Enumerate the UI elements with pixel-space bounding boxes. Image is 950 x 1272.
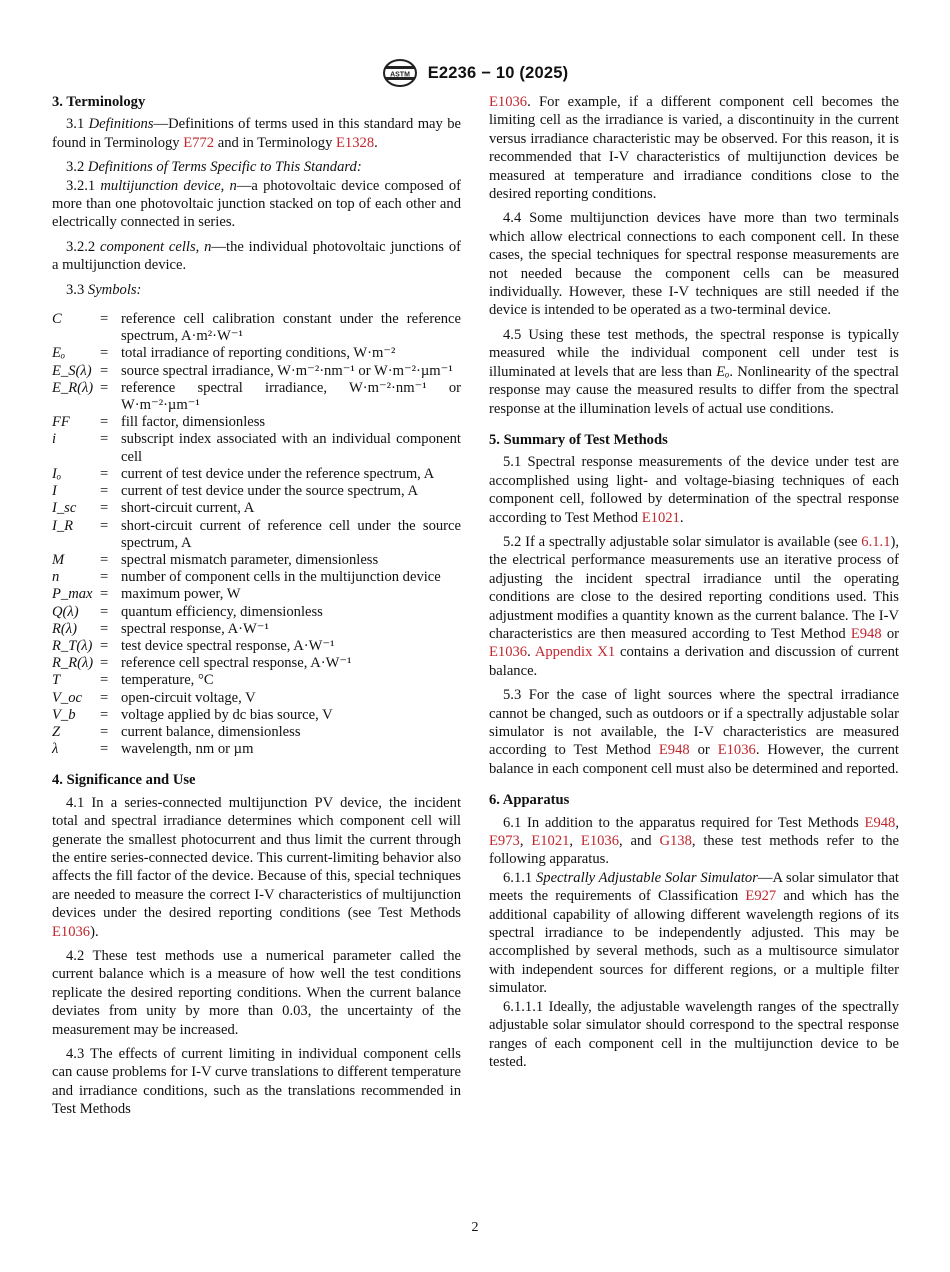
- para-4-3: 4.3 The effects of current limiting in individual component cells can cause problems for I-V curve translations to different temperature and irradiance conditions, such as the translations recommended in Test Methods: [52, 1046, 461, 1118]
- symbol-description: current balance, dimensionless: [121, 723, 301, 740]
- ref-e927-link[interactable]: E927: [745, 888, 777, 905]
- para-6-1-1: 6.1.1 Spectrally Adjustable Solar Simulator—A solar simulator that meets the requirements of Classification E927 and which has the additional capability of allowing different wavelength regions of its spectral irradiance to be independently adjusted. This may be accomplished by several methods, such as a multisource simulator with independent sources for different regions, or a multiple filter simulator.: [489, 869, 899, 997]
- symbol: E_R(λ): [52, 379, 94, 396]
- symbol-description: subscript index associated with an individual component cell: [121, 431, 461, 465]
- symbol: P_max: [52, 586, 93, 603]
- symbol-description: short-circuit current of reference cell under the source spectrum, A: [121, 517, 461, 551]
- symbol-row: [52, 655, 461, 672]
- page-header: [0, 58, 950, 88]
- para-4-5: 4.5 Using these test methods, the spectral response is typically measured while the individual component cell under test is illuminated at levels that are less than Eₒ. Nonlinearity of the spectral response may cause the measured results to differ from the spectral response at the illumination levels of actual use conditions.: [489, 326, 899, 417]
- symbol-description: temperature, °C: [121, 672, 214, 689]
- symbol-row: [52, 621, 461, 638]
- symbol-description: reference cell calibration constant under the reference spectrum, A·m²·W⁻¹: [121, 311, 461, 345]
- symbol: Q(λ): [52, 603, 79, 620]
- para-6-1-1-1: 6.1.1.1 Ideally, the adjustable wavelength ranges of the spectrally adjustable solar simulator should correspond to the spectral response ranges of each component cell in the multijunction device to be tested.: [489, 998, 899, 1070]
- equals-sign: =: [100, 620, 109, 637]
- symbol: I_R: [52, 517, 74, 534]
- equals-sign: =: [100, 465, 109, 482]
- equals-sign: =: [100, 586, 109, 603]
- equals-sign: =: [100, 569, 109, 586]
- para-4-1: 4.1 In a series-connected multijunction PV device, the incident total and spectral irradiance determines which component cell will generate the smallest photocurrent and thus limit the current through the entire series-connected device. This current-limiting behavior also affects the fill factor of the device. Because of this, special techniques are needed to measure the correct I-V characteristics of multijunction devices under the desired reporting conditions (see Test Methods E1036).: [52, 794, 461, 940]
- section-5-heading: 5. Summary of Test Methods: [489, 431, 668, 448]
- symbol-row: [52, 707, 461, 724]
- symbol: C: [52, 311, 62, 328]
- symbol-description: open-circuit voltage, V: [121, 689, 256, 706]
- equals-sign: =: [100, 723, 109, 740]
- equals-sign: =: [100, 311, 109, 328]
- symbol: Iₒ: [52, 465, 62, 482]
- ref-e1036-link[interactable]: E1036: [580, 833, 620, 850]
- symbol-row: [52, 672, 461, 689]
- symbol: λ: [52, 741, 59, 758]
- ref-appendix-x1-link[interactable]: Appendix X1: [534, 644, 616, 661]
- para-3-2: 3.2 Definitions of Terms Specific to This Standard:: [66, 159, 362, 176]
- equals-sign: =: [100, 431, 109, 448]
- para-5-1: 5.1 Spectral response measurements of the device under test are accomplished using light- and voltage-biasing techniques of each component cell, followed by determination of the spectral response according to Test Method E1021.: [489, 454, 899, 526]
- symbol-description: wavelength, nm or µm: [121, 741, 254, 758]
- equals-sign: =: [100, 655, 109, 672]
- ref-e1021-link[interactable]: E1021: [531, 833, 570, 850]
- ref-e772-link[interactable]: E772: [183, 134, 215, 151]
- equals-sign: =: [100, 379, 109, 396]
- symbol-row: [52, 380, 461, 414]
- symbol-row: [52, 586, 461, 603]
- equals-sign: =: [100, 637, 109, 654]
- para-3-2-1: 3.2.1 multijunction device, n—a photovoltaic device composed of more than one photovoltaic junction stacked on top of each other and electrically connected in series.: [52, 177, 462, 231]
- equals-sign: =: [100, 500, 109, 517]
- symbol: I_sc: [52, 500, 77, 517]
- para-4-2: 4.2 These test methods use a numerical parameter called the current balance which is a measure of how well the test conditions replicate the desired reporting conditions. When the current balance deviates from unity by more than 0.03, the uncertainty of the measurement may be increased.: [52, 948, 461, 1038]
- symbol-description: quantum efficiency, dimensionless: [121, 603, 323, 620]
- section-6-heading: 6. Apparatus: [489, 792, 570, 809]
- symbol: I: [52, 483, 57, 500]
- symbols-table: [52, 311, 461, 758]
- logo-text: ASTM: [389, 71, 410, 79]
- para-4-4: 4.4 Some multijunction devices have more than two terminals which allow electrical connections to each component cell. In these cases, the special techniques for spectral response measurements are not needed because the component cells can be measured individually. However, these I-V techniques are still needed if the device is intended to be operated as a two-terminal device.: [489, 210, 899, 319]
- symbol: V_b: [52, 706, 76, 723]
- ref-e948-link[interactable]: E948: [864, 814, 896, 831]
- equals-sign: =: [100, 551, 109, 568]
- symbol-row: [52, 724, 461, 741]
- symbol: E_S(λ): [52, 362, 92, 379]
- symbol-description: reference cell spectral response, A·W⁻¹: [121, 655, 352, 672]
- symbol-row: [52, 552, 461, 569]
- section-3-heading: 3. Terminology: [52, 94, 146, 110]
- page-number: 2: [471, 1220, 479, 1235]
- ref-e973-link[interactable]: E973: [489, 833, 520, 850]
- section-4-heading: 4. Significance and Use: [52, 772, 196, 789]
- ref-e1021-link[interactable]: E1021: [641, 509, 680, 526]
- symbol: V_oc: [52, 689, 82, 706]
- equals-sign: =: [100, 706, 109, 723]
- ref-e948-link[interactable]: E948: [658, 742, 690, 759]
- symbol-description: short-circuit current, A: [121, 500, 255, 517]
- symbol-row: [52, 569, 461, 586]
- symbol: i: [52, 431, 57, 448]
- symbol-description: test device spectral response, A·W⁻¹: [121, 637, 335, 654]
- symbol-description: reference spectral irradiance, W·m⁻²·nm⁻¹ or W·m⁻²·µm⁻¹: [121, 379, 461, 414]
- symbol-description: maximum power, W: [121, 586, 241, 603]
- right-column: [489, 93, 899, 1077]
- symbol-description: voltage applied by dc bias source, V: [121, 706, 333, 723]
- symbol: FF: [52, 414, 70, 431]
- equals-sign: =: [100, 517, 109, 534]
- symbol: R(λ): [52, 620, 77, 637]
- para-6-1: 6.1 In addition to the apparatus required for Test Methods E948, E973, E1021, E1036, and G138, these test methods refer to the following apparatus.: [489, 814, 899, 868]
- ref-e1328-link[interactable]: E1328: [336, 134, 375, 151]
- equals-sign: =: [100, 741, 109, 758]
- symbol-row: [52, 638, 461, 655]
- symbol: R_R(λ): [52, 655, 94, 672]
- symbol-row: [52, 483, 461, 500]
- symbol: n: [52, 569, 60, 586]
- para-5-3: 5.3 For the case of light sources where the spectral irradiance cannot be changed, such as outdoors or if a spectrally adjustable solar simulator is not available, the I-V characteristics are measured according to Test Method E948 or E1036. However, the current balance in each component cell must also be determined and reported.: [489, 687, 899, 777]
- symbol: Z: [52, 723, 61, 740]
- symbol: R_T(λ): [52, 637, 93, 654]
- symbol-description: current of test device under the reference spectrum, A: [121, 465, 435, 482]
- symbol-description: current of test device under the source spectrum, A: [121, 483, 419, 500]
- ref-6-1-1-link[interactable]: 6.1.1: [861, 533, 891, 550]
- para-3-2-2: 3.2.2 component cells, n—the individual photovoltaic junctions of a multijunction device.: [52, 238, 461, 274]
- symbol-row: [52, 431, 461, 465]
- ref-e1036-link[interactable]: E1036: [52, 923, 91, 940]
- equals-sign: =: [100, 345, 109, 362]
- symbol-description: total irradiance of reporting conditions, W·m⁻²: [121, 345, 396, 362]
- symbol-description: spectral mismatch parameter, dimensionless: [121, 551, 379, 568]
- symbol-row: [52, 741, 461, 758]
- ref-e1036-link[interactable]: E1036: [489, 94, 528, 110]
- para-3-1: 3.1 Definitions—Definitions of terms used in this standard may be found in Terminology E772 and in Terminology E1328.: [52, 116, 461, 151]
- equals-sign: =: [100, 483, 109, 500]
- equals-sign: =: [100, 362, 109, 379]
- symbol-description: number of component cells in the multijunction device: [121, 569, 441, 586]
- equals-sign: =: [100, 672, 109, 689]
- symbol-row: [52, 466, 461, 483]
- ref-g138-link[interactable]: G138: [659, 833, 692, 850]
- symbol-row: [52, 363, 461, 380]
- symbol-row: [52, 345, 461, 362]
- astm-logo-icon: [382, 58, 418, 88]
- symbol: M: [52, 551, 65, 568]
- symbol-row: [52, 690, 461, 707]
- symbol-description: spectral response, A·W⁻¹: [121, 620, 269, 637]
- symbol-row: [52, 500, 461, 517]
- symbol-row: [52, 518, 461, 552]
- left-column: [52, 93, 461, 1125]
- equals-sign: =: [100, 603, 109, 620]
- ref-e1036-link[interactable]: E1036: [489, 644, 528, 661]
- equals-sign: =: [100, 689, 109, 706]
- document-id: E2236 − 10 (2025): [427, 63, 569, 82]
- para-5-2: 5.2 If a spectrally adjustable solar simulator is available (see 6.1.1), the electrical performance measurements use an iterative process of adjusting the incident spectral irradiance until the operating conditions are close to the desired reporting conditions used. This adjustment modifies a quantity known as the current balance. The I-V characteristics are then measured according to Test Method E948 or E1036. Appendix X1 contains a derivation and discussion of current balance.: [489, 533, 899, 679]
- para-4-3-continued: E1036. For example, if a different component cell becomes the limiting cell as the irradiance is varied, a discontinuity in the current versus irradiance characteristic may be observed. For this reason, it is recommended that I-V characteristics of multijunction devices be measured at temperature and irradiance conditions close to the desired reporting conditions.: [489, 94, 899, 203]
- symbol-row: [52, 414, 461, 431]
- ref-e948-link[interactable]: E948: [850, 625, 882, 642]
- equals-sign: =: [100, 414, 109, 431]
- symbol-description: source spectral irradiance, W·m⁻²·nm⁻¹ or W·m⁻²·µm⁻¹: [121, 362, 453, 379]
- ref-e1036-link[interactable]: E1036: [717, 742, 756, 759]
- symbol-description: fill factor, dimensionless: [121, 414, 266, 431]
- para-3-3: 3.3 Symbols:: [66, 281, 142, 298]
- symbol-row: [52, 604, 461, 621]
- symbol: Eₒ: [52, 345, 66, 362]
- symbol: T: [52, 672, 61, 689]
- symbol-row: [52, 311, 461, 345]
